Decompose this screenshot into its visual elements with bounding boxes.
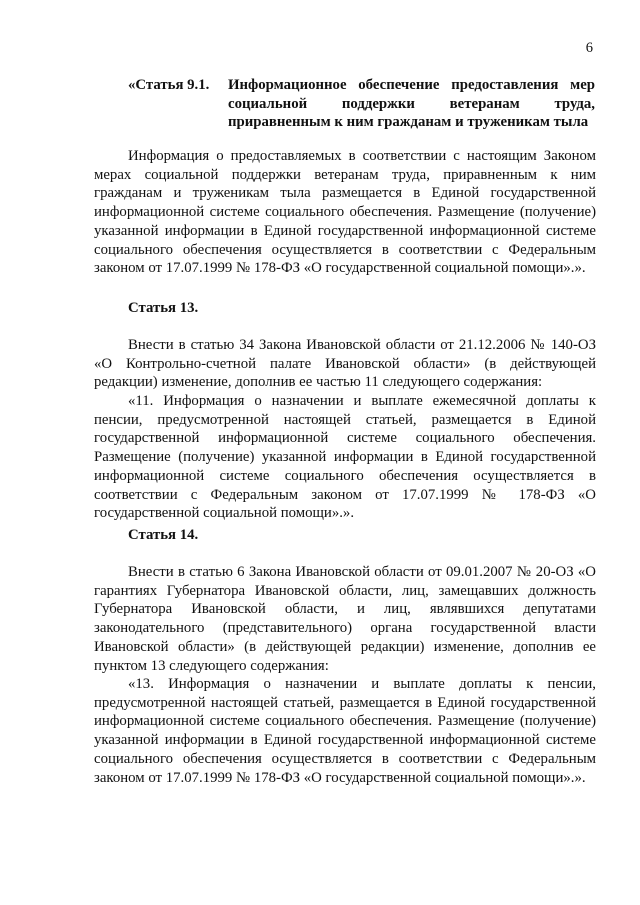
article-9-1-number: «Статья 9.1.: [128, 77, 210, 93]
article-9-1-body: Информация о предоставляемых в соответствии с настоящим Законом мерах социальной поддержки ветеранам труда, приравненным к ним гражданам и труженикам тыла размещается в Единой государственной информационной системе социального обеспечения. Размещение (получение) указанной информации в Единой государственной информационной системе социального обеспечения осуществляется в соответствии с Федеральным законом от 17.07.1999 № 178-ФЗ «О государственной социальной помощи».».: [94, 148, 596, 277]
article-14-intro: Внести в статью 6 Закона Ивановской области от 09.01.2007 № 20-ОЗ «О гарантиях Губернатора Ивановской области, лиц, замещавших должность Губернатора Ивановской области, и лиц, являвшихся депутатами законодательного (представительного) органа государственной власти Ивановской области» (в действующей редакции) изменение, дополнив ее пунктом 13 следующего содержания:: [94, 564, 596, 674]
article-9-1-title: Информационное обеспечение предоставления мер социальной поддержки ветеранам труда, приравненным к ним гражданам и труженикам тыла: [228, 77, 595, 130]
article-13-heading: Статья 13.: [128, 300, 199, 316]
article-14-heading: Статья 14.: [128, 527, 199, 543]
article-13-quote: «11. Информация о назначении и выплате ежемесячной доплаты к пенсии, предусмотренной настоящей статьей, размещается в Единой государственной информационной системе социального обеспечения. Размещение (получение) указанной информации в Единой государственной информационной системе социального обеспечения осуществляется в соответствии с Федеральным законом от 17.07.1999 № 178-ФЗ «О государственной социальной помощи».».: [94, 393, 596, 522]
page-number: 6: [585, 40, 593, 56]
article-9-1-heading: [128, 76, 595, 132]
article-14-quote: «13. Информация о назначении и выплате доплаты к пенсии, предусмотренной настоящей статьей, размещается в Единой государственной информационной системе социального обеспечения. Размещение (получение) указанной информации в Единой государственной информационной системе социального обеспечения осуществляется в соответствии с Федеральным законом от 17.07.1999 № 178-ФЗ «О государственной социальной помощи».».: [94, 676, 596, 786]
article-13-intro: Внести в статью 34 Закона Ивановской области от 21.12.2006 № 140-ОЗ «О Контрольно-счетной палате Ивановской области» (в действующей редакции) изменение, дополнив ее частью 11 следующего содержания:: [94, 337, 596, 391]
